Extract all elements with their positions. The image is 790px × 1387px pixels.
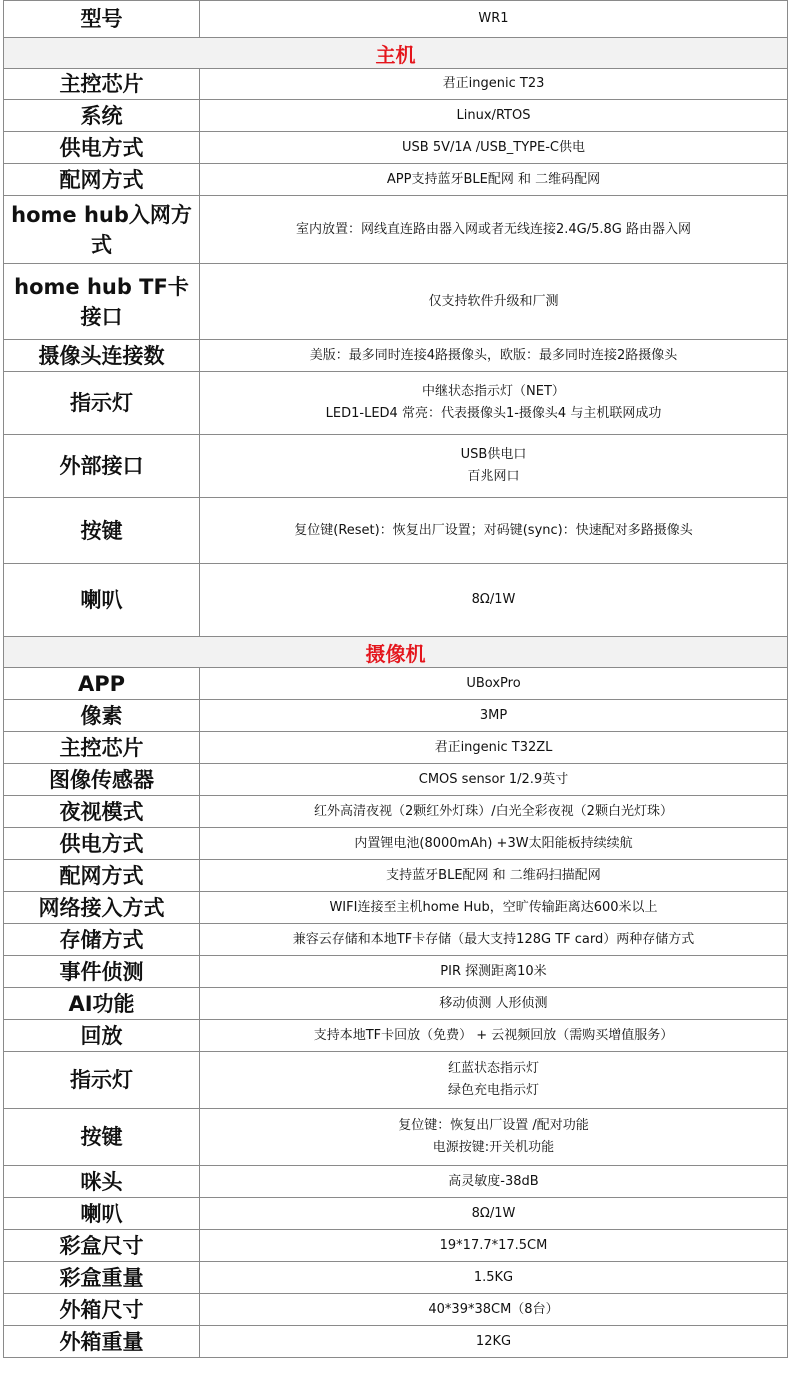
spec-label: 外箱尺寸 bbox=[4, 1294, 200, 1326]
spec-table bbox=[3, 0, 788, 1358]
spec-value-line: USB 5V/1A /USB_TYPE-C供电 bbox=[402, 139, 585, 155]
spec-row bbox=[4, 1109, 788, 1166]
spec-row bbox=[4, 892, 788, 924]
spec-value bbox=[200, 1052, 788, 1109]
spec-row bbox=[4, 828, 788, 860]
spec-row bbox=[4, 164, 788, 196]
spec-row bbox=[4, 1262, 788, 1294]
spec-row bbox=[4, 988, 788, 1020]
spec-row bbox=[4, 1052, 788, 1109]
spec-value-line: 复位键(Reset)：恢复出厂设置；对码键(sync)：快速配对多路摄像头 bbox=[294, 522, 693, 538]
spec-label: APP bbox=[4, 668, 200, 700]
section-header-row bbox=[4, 637, 788, 668]
spec-value-line: 移动侦测 人形侦测 bbox=[439, 995, 548, 1011]
spec-value bbox=[200, 1198, 788, 1230]
spec-row bbox=[4, 340, 788, 372]
spec-value-line: 百兆网口 bbox=[467, 469, 520, 485]
spec-label: 主控芯片 bbox=[4, 69, 200, 100]
spec-label: 彩盒尺寸 bbox=[4, 1230, 200, 1262]
spec-label: 喇叭 bbox=[4, 1198, 200, 1230]
spec-label: 配网方式 bbox=[4, 860, 200, 892]
spec-row bbox=[4, 69, 788, 100]
spec-value bbox=[200, 700, 788, 732]
spec-row bbox=[4, 498, 788, 564]
spec-label: 图像传感器 bbox=[4, 764, 200, 796]
spec-value bbox=[200, 1262, 788, 1294]
spec-label: 存储方式 bbox=[4, 924, 200, 956]
spec-value bbox=[200, 372, 788, 435]
spec-row bbox=[4, 1020, 788, 1052]
spec-label: 夜视模式 bbox=[4, 796, 200, 828]
section-title: 摄像机 bbox=[4, 637, 788, 668]
spec-value-line: 红外高清夜视（2颗红外灯珠）/白光全彩夜视（2颗白光灯珠） bbox=[314, 803, 673, 819]
spec-value-line: 12KG bbox=[475, 1333, 512, 1349]
spec-table-body bbox=[4, 1, 788, 1358]
spec-value bbox=[200, 764, 788, 796]
spec-value-line: 兼容云存储和本地TF卡存储（最大支持128G TF card）两种存储方式 bbox=[292, 931, 695, 947]
spec-label: 回放 bbox=[4, 1020, 200, 1052]
spec-row bbox=[4, 100, 788, 132]
spec-value bbox=[200, 1020, 788, 1052]
spec-value bbox=[200, 1230, 788, 1262]
spec-label: 指示灯 bbox=[4, 372, 200, 435]
spec-value-line: 8Ω/1W bbox=[471, 1205, 516, 1221]
spec-value-line: 内置锂电池(8000mAh) +3W太阳能板持续续航 bbox=[354, 835, 633, 851]
spec-label: 供电方式 bbox=[4, 132, 200, 164]
spec-label: 网络接入方式 bbox=[4, 892, 200, 924]
spec-value-line: UBoxPro bbox=[466, 675, 521, 691]
spec-label: 摄像头连接数 bbox=[4, 340, 200, 372]
spec-value bbox=[200, 100, 788, 132]
spec-row bbox=[4, 764, 788, 796]
spec-value bbox=[200, 435, 788, 498]
spec-row bbox=[4, 700, 788, 732]
spec-row bbox=[4, 196, 788, 264]
spec-value bbox=[200, 498, 788, 564]
spec-value-line: 19*17.7*17.5CM bbox=[439, 1237, 548, 1253]
spec-row bbox=[4, 732, 788, 764]
spec-label: 供电方式 bbox=[4, 828, 200, 860]
spec-label: 主控芯片 bbox=[4, 732, 200, 764]
spec-value bbox=[200, 1109, 788, 1166]
spec-value-line: 君正ingenic T32ZL bbox=[434, 739, 553, 755]
spec-label: 配网方式 bbox=[4, 164, 200, 196]
spec-row bbox=[4, 1326, 788, 1358]
spec-value-line: 支持本地TF卡回放（免费） + 云视频回放（需购买增值服务） bbox=[313, 1027, 674, 1043]
spec-row bbox=[4, 372, 788, 435]
spec-row bbox=[4, 264, 788, 340]
spec-value bbox=[200, 796, 788, 828]
spec-value-line: 8Ω/1W bbox=[471, 592, 516, 608]
spec-value-line: 电源按键:开关机功能 bbox=[432, 1140, 555, 1156]
model-value: WR1 bbox=[200, 1, 788, 38]
spec-value bbox=[200, 132, 788, 164]
spec-value-line: WIFI连接至主机home Hub，空旷传输距离达600米以上 bbox=[329, 899, 658, 915]
spec-value bbox=[200, 988, 788, 1020]
spec-label: 事件侦测 bbox=[4, 956, 200, 988]
spec-value-line: 室内放置：网线直连路由器入网或者无线连接2.4G/5.8G 路由器入网 bbox=[295, 221, 691, 237]
spec-value bbox=[200, 564, 788, 637]
spec-value-line: 中继状态指示灯（NET） bbox=[422, 384, 565, 400]
spec-value-line: USB供电口 bbox=[460, 447, 527, 463]
spec-row bbox=[4, 564, 788, 637]
spec-row bbox=[4, 924, 788, 956]
spec-value bbox=[200, 668, 788, 700]
spec-value-line: 君正ingenic T23 bbox=[442, 76, 545, 92]
spec-value-line: APP支持蓝牙BLE配网 和 二维码配网 bbox=[386, 171, 601, 187]
spec-value bbox=[200, 924, 788, 956]
spec-label: 指示灯 bbox=[4, 1052, 200, 1109]
spec-value-line: 复位键：恢复出厂设置 /配对功能 bbox=[398, 1118, 589, 1134]
spec-value-line: 40*39*38CM（8台） bbox=[428, 1301, 559, 1317]
spec-value bbox=[200, 828, 788, 860]
spec-label: AI功能 bbox=[4, 988, 200, 1020]
spec-label: 按键 bbox=[4, 498, 200, 564]
spec-value bbox=[200, 69, 788, 100]
spec-value bbox=[200, 1166, 788, 1198]
spec-value bbox=[200, 1326, 788, 1358]
spec-value-line: 绿色充电指示灯 bbox=[447, 1083, 539, 1099]
spec-value bbox=[200, 196, 788, 264]
spec-value-line: 3MP bbox=[479, 707, 508, 723]
spec-row bbox=[4, 1294, 788, 1326]
spec-label: home hub入网方式 bbox=[4, 196, 200, 264]
spec-label: 咪头 bbox=[4, 1166, 200, 1198]
spec-label: 喇叭 bbox=[4, 564, 200, 637]
spec-value bbox=[200, 340, 788, 372]
spec-value-line: 红蓝状态指示灯 bbox=[447, 1061, 539, 1077]
spec-label: 系统 bbox=[4, 100, 200, 132]
spec-value bbox=[200, 1294, 788, 1326]
spec-row bbox=[4, 668, 788, 700]
spec-value-line: LED1-LED4 常亮：代表摄像头1-摄像头4 与主机联网成功 bbox=[325, 406, 662, 422]
spec-label: 像素 bbox=[4, 700, 200, 732]
spec-value bbox=[200, 264, 788, 340]
model-row bbox=[4, 1, 788, 38]
spec-value-line: 支持蓝牙BLE配网 和 二维码扫描配网 bbox=[386, 867, 601, 883]
spec-value-line: Linux/RTOS bbox=[456, 107, 531, 123]
spec-row bbox=[4, 796, 788, 828]
spec-value-line: PIR 探测距离10米 bbox=[440, 963, 547, 979]
spec-value bbox=[200, 732, 788, 764]
spec-value bbox=[200, 164, 788, 196]
spec-label: home hub TF卡接口 bbox=[4, 264, 200, 340]
spec-label: 按键 bbox=[4, 1109, 200, 1166]
spec-value bbox=[200, 892, 788, 924]
spec-value-line: CMOS sensor 1/2.9英寸 bbox=[418, 771, 569, 787]
spec-value bbox=[200, 956, 788, 988]
spec-row bbox=[4, 956, 788, 988]
spec-value-line: 高灵敏度-38dB bbox=[448, 1173, 539, 1189]
spec-row bbox=[4, 132, 788, 164]
spec-row bbox=[4, 1230, 788, 1262]
section-header-row bbox=[4, 38, 788, 69]
model-label: 型号 bbox=[4, 1, 200, 38]
spec-label: 外部接口 bbox=[4, 435, 200, 498]
spec-row bbox=[4, 1198, 788, 1230]
spec-value bbox=[200, 860, 788, 892]
spec-row bbox=[4, 860, 788, 892]
spec-label: 彩盒重量 bbox=[4, 1262, 200, 1294]
spec-value-line: 仅支持软件升级和厂测 bbox=[428, 293, 559, 309]
spec-value-line: 1.5KG bbox=[473, 1269, 514, 1285]
spec-label: 外箱重量 bbox=[4, 1326, 200, 1358]
spec-row bbox=[4, 1166, 788, 1198]
spec-row bbox=[4, 435, 788, 498]
section-title: 主机 bbox=[4, 38, 788, 69]
spec-value-line: 美版：最多同时连接4路摄像头，欧版：最多同时连接2路摄像头 bbox=[309, 347, 678, 363]
